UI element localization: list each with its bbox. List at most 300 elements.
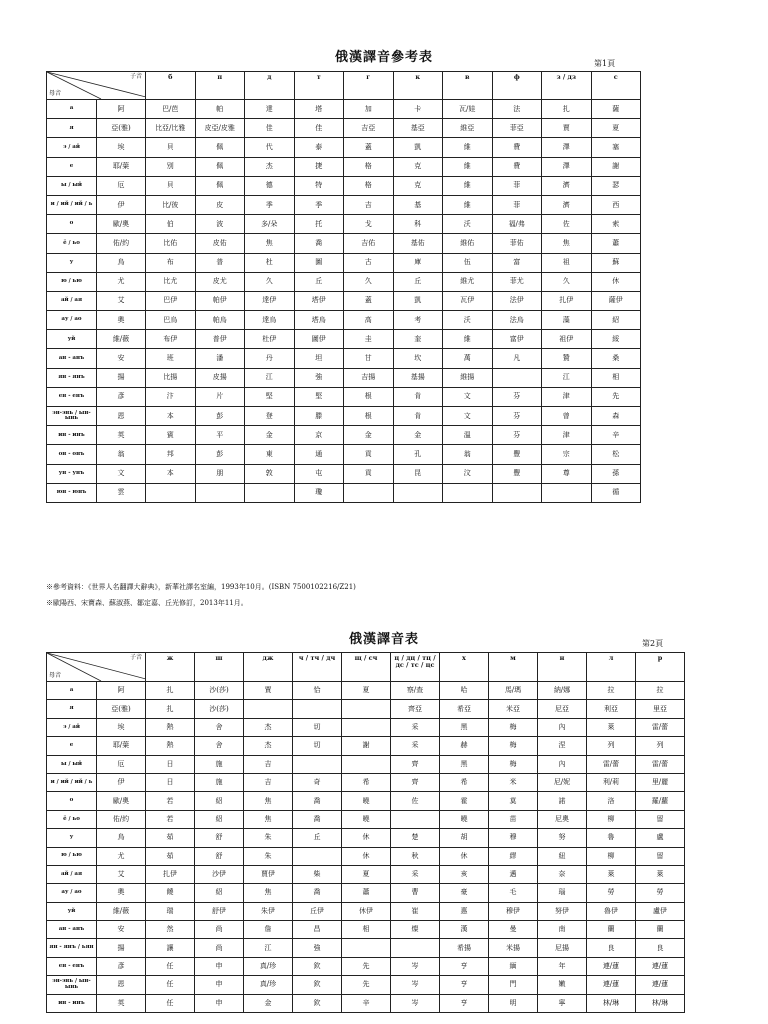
chinese-cell: 亞(雅) (97, 700, 146, 718)
chinese-cell: 佑/約 (97, 810, 146, 828)
table-row (47, 755, 685, 773)
syllable-cell: 皮佑 (195, 234, 245, 253)
table-row (47, 994, 685, 1012)
syllable-cell: 良 (587, 939, 636, 957)
syllable-cell: 佩 (195, 157, 245, 176)
syllable-cell: 菲 (492, 195, 542, 214)
syllable-cell: 佳 (294, 119, 344, 138)
syllable-cell: 沙(莎) (195, 700, 244, 718)
syllable-cell: 蘭 (636, 921, 685, 939)
syllable-cell: 菲佑 (492, 234, 542, 253)
syllable-cell: 森 (591, 407, 641, 426)
syllable-cell: 孔 (393, 445, 443, 464)
syllable-cell: 卡 (393, 100, 443, 119)
syllable-cell: 佩 (195, 176, 245, 195)
syllable-cell: 內 (538, 718, 587, 736)
syllable-cell: 蘭 (587, 921, 636, 939)
syllable-cell: 久 (542, 272, 592, 291)
chinese-cell: 維/薇 (97, 330, 146, 349)
syllable-cell: 尼奧 (538, 810, 587, 828)
corner-vowel-label: 母音 (49, 672, 62, 679)
syllable-cell: 萊 (636, 865, 685, 883)
syllable-cell: 連/蓮 (636, 976, 685, 994)
syllable-cell: 塔 (294, 100, 344, 119)
syllable-cell: 喬 (293, 792, 342, 810)
syllable-cell: 希揚 (440, 939, 489, 957)
syllable-cell: 亨 (440, 957, 489, 975)
vowel-cell: э / ай (47, 718, 97, 736)
syllable-cell: 蓋 (344, 138, 394, 157)
consonant-header: к (393, 72, 443, 100)
vowel-cell: е (47, 157, 97, 176)
syllable-cell: 欽 (293, 994, 342, 1012)
syllable-cell: 巴烏 (146, 311, 196, 330)
table-row (47, 773, 685, 791)
syllable-cell: 真/珍 (244, 976, 293, 994)
syllable-cell: 切 (293, 718, 342, 736)
table-row (47, 426, 641, 445)
syllable-cell: 林/琳 (636, 994, 685, 1012)
syllable-cell: 尼揚 (538, 939, 587, 957)
consonant-header: ф (492, 72, 542, 100)
table-row (47, 976, 685, 994)
syllable-cell: 尊 (542, 464, 592, 483)
syllable-cell: 比亞/比雅 (146, 119, 196, 138)
syllable-cell: 塞 (591, 138, 641, 157)
syllable-cell: 松 (591, 445, 641, 464)
vowel-cell: ю / ью (47, 847, 97, 865)
syllable-cell: 列 (587, 737, 636, 755)
syllable-cell: 東 (245, 445, 295, 464)
syllable-cell: 哈 (440, 682, 489, 700)
syllable-cell (492, 368, 542, 387)
syllable-cell: 比/彼 (146, 195, 196, 214)
vowel-cell: я (47, 700, 97, 718)
vowel-cell: а (47, 682, 97, 700)
syllable-cell: 扎伊 (146, 865, 195, 883)
transliteration-table-2 (46, 652, 685, 1013)
syllable-cell: 沙(莎) (195, 682, 244, 700)
syllable-cell: 瑟 (591, 176, 641, 195)
consonant-header: ц / дц / тц / дс / тс / цс (391, 653, 440, 682)
syllable-cell: 任 (146, 976, 195, 994)
syllable-cell: 祖 (542, 253, 592, 272)
consonant-header: б (146, 72, 196, 100)
syllable-cell: 朋 (195, 464, 245, 483)
syllable-cell: 坎 (393, 349, 443, 368)
vowel-cell: у (47, 253, 97, 272)
syllable-cell: 基亞 (393, 119, 443, 138)
chinese-cell: 英 (97, 426, 146, 445)
syllable-cell: 貝 (146, 138, 196, 157)
syllable-cell: 杰 (244, 718, 293, 736)
syllable-cell: 里亞 (636, 700, 685, 718)
syllable-cell: 雷/蕾 (636, 718, 685, 736)
syllable-cell (293, 755, 342, 773)
syllable-cell: 申 (195, 957, 244, 975)
syllable-cell: 索 (591, 215, 641, 234)
page-2-title: 俄漢譯音表 (348, 632, 419, 647)
table-row (47, 700, 685, 718)
table-row (47, 234, 641, 253)
syllable-cell: 扎伊 (542, 291, 592, 310)
syllable-cell: 連/蓮 (587, 976, 636, 994)
syllable-cell: 佩 (195, 138, 245, 157)
syllable-cell: 尚 (195, 939, 244, 957)
syllable-cell: 喬 (293, 884, 342, 902)
vowel-cell: ин - инъ (47, 994, 97, 1012)
consonant-header: в (443, 72, 493, 100)
syllable-cell: 比佑 (146, 234, 196, 253)
syllable-cell: 維揚 (443, 368, 493, 387)
syllable-cell: 法 (492, 100, 542, 119)
table-row (47, 291, 641, 310)
syllable-cell: 努伊 (538, 902, 587, 920)
syllable-cell: 凱 (393, 291, 443, 310)
syllable-cell: 皮揚 (195, 368, 245, 387)
syllable-cell: 秋 (391, 847, 440, 865)
consonant-header: ч / тч / дч (293, 653, 342, 682)
syllable-cell: 涅 (538, 737, 587, 755)
syllable-cell: 紹 (195, 810, 244, 828)
syllable-cell: 維 (443, 176, 493, 195)
syllable-cell: 布伊 (146, 330, 196, 349)
vowel-cell: ю / ью (47, 272, 97, 291)
chinese-cell: 恩 (97, 407, 146, 426)
syllable-cell: 維佑 (443, 234, 493, 253)
consonant-header: т (294, 72, 344, 100)
syllable-cell: 夏 (342, 682, 391, 700)
table-row (47, 311, 641, 330)
syllable-cell: 扎 (146, 700, 195, 718)
reference-notes (46, 579, 356, 611)
chinese-cell: 奧 (97, 884, 146, 902)
syllable-cell: 采 (391, 718, 440, 736)
syllable-cell: 富伊 (492, 330, 542, 349)
syllable-cell: 柳 (587, 847, 636, 865)
syllable-cell: 萊 (587, 718, 636, 736)
syllable-cell: 維亞 (443, 119, 493, 138)
vowel-cell: он - онъ (47, 445, 97, 464)
syllable-cell: 平 (195, 426, 245, 445)
syllable-cell: 久 (245, 272, 295, 291)
chinese-cell: 安 (97, 921, 146, 939)
chinese-cell: 維/薇 (97, 902, 146, 920)
syllable-cell: 蓋 (344, 291, 394, 310)
syllable-cell: 沃 (443, 215, 493, 234)
syllable-cell: 庫 (393, 253, 443, 272)
chinese-cell: 艾 (97, 291, 146, 310)
syllable-cell: 汴 (146, 387, 196, 406)
syllable-cell (342, 755, 391, 773)
syllable-cell: 柴 (293, 865, 342, 883)
syllable-cell: 燦 (391, 921, 440, 939)
syllable-cell: 江 (542, 368, 592, 387)
vowel-cell: ё / ьо (47, 234, 97, 253)
corner-cell (47, 72, 146, 100)
syllable-cell: 塔伊 (294, 291, 344, 310)
syllable-cell: 金 (244, 994, 293, 1012)
vowel-cell: ин - инъ (47, 426, 97, 445)
syllable-cell: 豐 (492, 464, 542, 483)
syllable-cell: 循 (591, 483, 641, 502)
syllable-cell: 先 (342, 957, 391, 975)
syllable-cell: 喬 (293, 810, 342, 828)
vowel-cell: а (47, 100, 97, 119)
vowel-cell: ы / ый (47, 176, 97, 195)
syllable-cell: 邁 (489, 865, 538, 883)
syllable-cell: 納/娜 (538, 682, 587, 700)
syllable-cell: 欽 (293, 976, 342, 994)
syllable-cell: 芬 (492, 426, 542, 445)
syllable-cell: 辛 (591, 426, 641, 445)
syllable-cell: 津 (542, 426, 592, 445)
syllable-cell: 連/蓮 (636, 957, 685, 975)
syllable-cell: 利/莉 (587, 773, 636, 791)
syllable-cell: 片 (195, 387, 245, 406)
table-row (47, 253, 641, 272)
table-row (47, 829, 685, 847)
syllable-cell: 瓊 (294, 483, 344, 502)
chinese-cell: 彥 (97, 957, 146, 975)
syllable-cell: 穆 (489, 829, 538, 847)
table-row (47, 407, 641, 426)
vowel-cell: ен - енъ (47, 387, 97, 406)
syllable-cell: 巴/芭 (146, 100, 196, 119)
table-row (47, 718, 685, 736)
syllable-cell: 米揚 (489, 939, 538, 957)
syllable-cell: 丘 (293, 829, 342, 847)
consonant-header: щ / сч (342, 653, 391, 682)
table-row (47, 349, 641, 368)
table-row (47, 138, 641, 157)
syllable-cell: 梅 (489, 755, 538, 773)
syllable-cell: 朱 (244, 829, 293, 847)
chinese-cell: 耶/葉 (97, 737, 146, 755)
syllable-cell: 恰 (293, 682, 342, 700)
syllable-cell: 本 (146, 464, 196, 483)
syllable-cell: 林/琳 (587, 994, 636, 1012)
chinese-cell: 厄 (97, 176, 146, 195)
syllable-cell: 饒 (146, 884, 195, 902)
consonant-header: х (440, 653, 489, 682)
syllable-cell: 連/蓮 (587, 957, 636, 975)
syllable-cell: 施 (195, 773, 244, 791)
syllable-cell: 魯伊 (587, 902, 636, 920)
syllable-cell: 濟 (542, 176, 592, 195)
syllable-cell: 肯 (393, 387, 443, 406)
syllable-cell: 賓 (146, 426, 196, 445)
syllable-cell: 久 (344, 272, 394, 291)
syllable-cell: 敦 (245, 464, 295, 483)
syllable-cell: 贊 (542, 349, 592, 368)
syllable-cell: 江 (245, 368, 295, 387)
consonant-header: з / дз (542, 72, 592, 100)
syllable-cell: 年 (538, 957, 587, 975)
syllable-cell: 日 (146, 755, 195, 773)
chinese-cell: 耶/葉 (97, 157, 146, 176)
vowel-cell: ау / ао (47, 884, 97, 902)
page-2-number: 第2頁 (642, 639, 664, 648)
syllable-cell: 基佑 (393, 234, 443, 253)
syllable-cell: 熱 (146, 737, 195, 755)
syllable-cell: 柳 (587, 810, 636, 828)
syllable-cell: 溫 (443, 426, 493, 445)
syllable-cell: 克 (393, 176, 443, 195)
table-row (47, 884, 685, 902)
syllable-cell: 皮尤 (195, 272, 245, 291)
syllable-cell: 齊 (391, 773, 440, 791)
syllable-cell: 班 (146, 349, 196, 368)
syllable-cell: 杜伊 (245, 330, 295, 349)
syllable-cell: 金 (393, 426, 443, 445)
consonant-header: н (538, 653, 587, 682)
syllable-cell: 任 (146, 994, 195, 1012)
syllable-cell: 蘇 (591, 253, 641, 272)
syllable-cell: 內 (538, 755, 587, 773)
vowel-cell: о (47, 792, 97, 810)
syllable-cell: 塔烏 (294, 311, 344, 330)
syllable-cell: 甘 (344, 349, 394, 368)
syllable-cell: 拉 (587, 682, 636, 700)
syllable-cell: 吉揚 (344, 368, 394, 387)
table-row (47, 464, 641, 483)
syllable-cell: 休 (591, 272, 641, 291)
syllable-cell: 留 (636, 847, 685, 865)
vowel-cell: у (47, 829, 97, 847)
vowel-cell: эн-энь / ын-ынь (47, 976, 97, 994)
syllable-cell: 曉 (342, 810, 391, 828)
syllable-cell: 黑 (440, 718, 489, 736)
syllable-cell: 休 (342, 829, 391, 847)
syllable-cell (342, 700, 391, 718)
vowel-cell: ай / ая (47, 291, 97, 310)
syllable-cell: 貢 (344, 464, 394, 483)
syllable-cell: 滕 (294, 407, 344, 426)
syllable-cell: 焦 (244, 810, 293, 828)
chinese-cell: 尤 (97, 272, 146, 291)
syllable-cell: 焦 (244, 884, 293, 902)
syllable-cell: 焦 (542, 234, 592, 253)
syllable-cell: 潘 (195, 349, 245, 368)
syllable-cell: 留 (636, 810, 685, 828)
syllable-cell: 莫 (489, 792, 538, 810)
table-row (47, 100, 641, 119)
vowel-cell: уй (47, 902, 97, 920)
syllable-cell: 舒伊 (195, 902, 244, 920)
syllable-cell: 薩 (591, 100, 641, 119)
syllable-cell: 丘 (393, 272, 443, 291)
table-row (47, 330, 641, 349)
syllable-cell: 凡 (492, 349, 542, 368)
syllable-cell: 相 (591, 368, 641, 387)
chinese-cell: 尤 (97, 847, 146, 865)
syllable-cell: 帕 (195, 100, 245, 119)
syllable-cell: 杰 (245, 157, 295, 176)
syllable-cell: 賈 (244, 682, 293, 700)
syllable-cell: 費 (492, 138, 542, 157)
syllable-cell: 舍 (195, 737, 244, 755)
syllable-cell: 法烏 (492, 311, 542, 330)
syllable-cell: 采 (391, 865, 440, 883)
syllable-cell: 申 (195, 976, 244, 994)
syllable-cell: 雷/蕾 (636, 755, 685, 773)
syllable-cell (293, 700, 342, 718)
syllable-cell: 克 (393, 157, 443, 176)
syllable-cell: 緬 (489, 957, 538, 975)
consonant-header: м (489, 653, 538, 682)
syllable-cell: 魯 (587, 829, 636, 847)
syllable-cell: 文 (443, 387, 493, 406)
table-row (47, 215, 641, 234)
consonant-header: с (591, 72, 641, 100)
chinese-cell: 英 (97, 994, 146, 1012)
syllable-cell: 紹 (591, 311, 641, 330)
syllable-cell: 格 (344, 176, 394, 195)
consonant-header: ж (146, 653, 195, 682)
syllable-cell: 福/弗 (492, 215, 542, 234)
table-row (47, 483, 641, 502)
chinese-cell: 安 (97, 349, 146, 368)
syllable-cell: 蕭 (591, 234, 641, 253)
syllable-cell: 然 (146, 921, 195, 939)
syllable-cell: 雷/蕾 (587, 755, 636, 773)
syllable-cell: 苗 (489, 810, 538, 828)
syllable-cell: 亥 (440, 865, 489, 883)
syllable-cell: 崔 (391, 902, 440, 920)
syllable-cell: 先 (591, 387, 641, 406)
chinese-cell: 佑/約 (97, 234, 146, 253)
syllable-cell: 皮亞/皮雅 (195, 119, 245, 138)
syllable-cell: 扎 (542, 100, 592, 119)
syllable-cell: 薩伊 (591, 291, 641, 310)
syllable-cell: 勞 (587, 884, 636, 902)
syllable-cell (344, 483, 394, 502)
syllable-cell: 金 (344, 426, 394, 445)
syllable-cell: 漢 (440, 921, 489, 939)
syllable-cell: 焦 (245, 234, 295, 253)
syllable-cell: 芬 (492, 387, 542, 406)
table-row (47, 119, 641, 138)
syllable-cell: 奎 (393, 330, 443, 349)
syllable-cell (542, 483, 592, 502)
syllable-cell: 普 (195, 253, 245, 272)
header-row (47, 72, 641, 100)
syllable-cell: 圖 (294, 253, 344, 272)
syllable-cell: 沙伊 (195, 865, 244, 883)
syllable-cell: 勞 (636, 884, 685, 902)
syllable-cell: 戈 (344, 215, 394, 234)
syllable-cell: 焦 (244, 792, 293, 810)
vowel-cell: юн - юнъ (47, 483, 97, 502)
syllable-cell: 屯 (294, 464, 344, 483)
syllable-cell: 茹 (146, 829, 195, 847)
syllable-cell: 普伊 (195, 330, 245, 349)
syllable-cell: 本 (146, 407, 196, 426)
syllable-cell: 綏 (591, 330, 641, 349)
syllable-cell: 沃 (443, 311, 493, 330)
syllable-cell: 楚 (391, 829, 440, 847)
syllable-cell: 瓦/娃 (443, 100, 493, 119)
page-1-number: 第1頁 (594, 59, 616, 68)
table-row (47, 157, 641, 176)
syllable-cell: 吉佑 (344, 234, 394, 253)
syllable-cell: 舍 (195, 718, 244, 736)
syllable-cell: 希亞 (440, 700, 489, 718)
syllable-cell: 采 (391, 737, 440, 755)
syllable-cell: 根 (344, 407, 394, 426)
syllable-cell: 舒 (195, 829, 244, 847)
